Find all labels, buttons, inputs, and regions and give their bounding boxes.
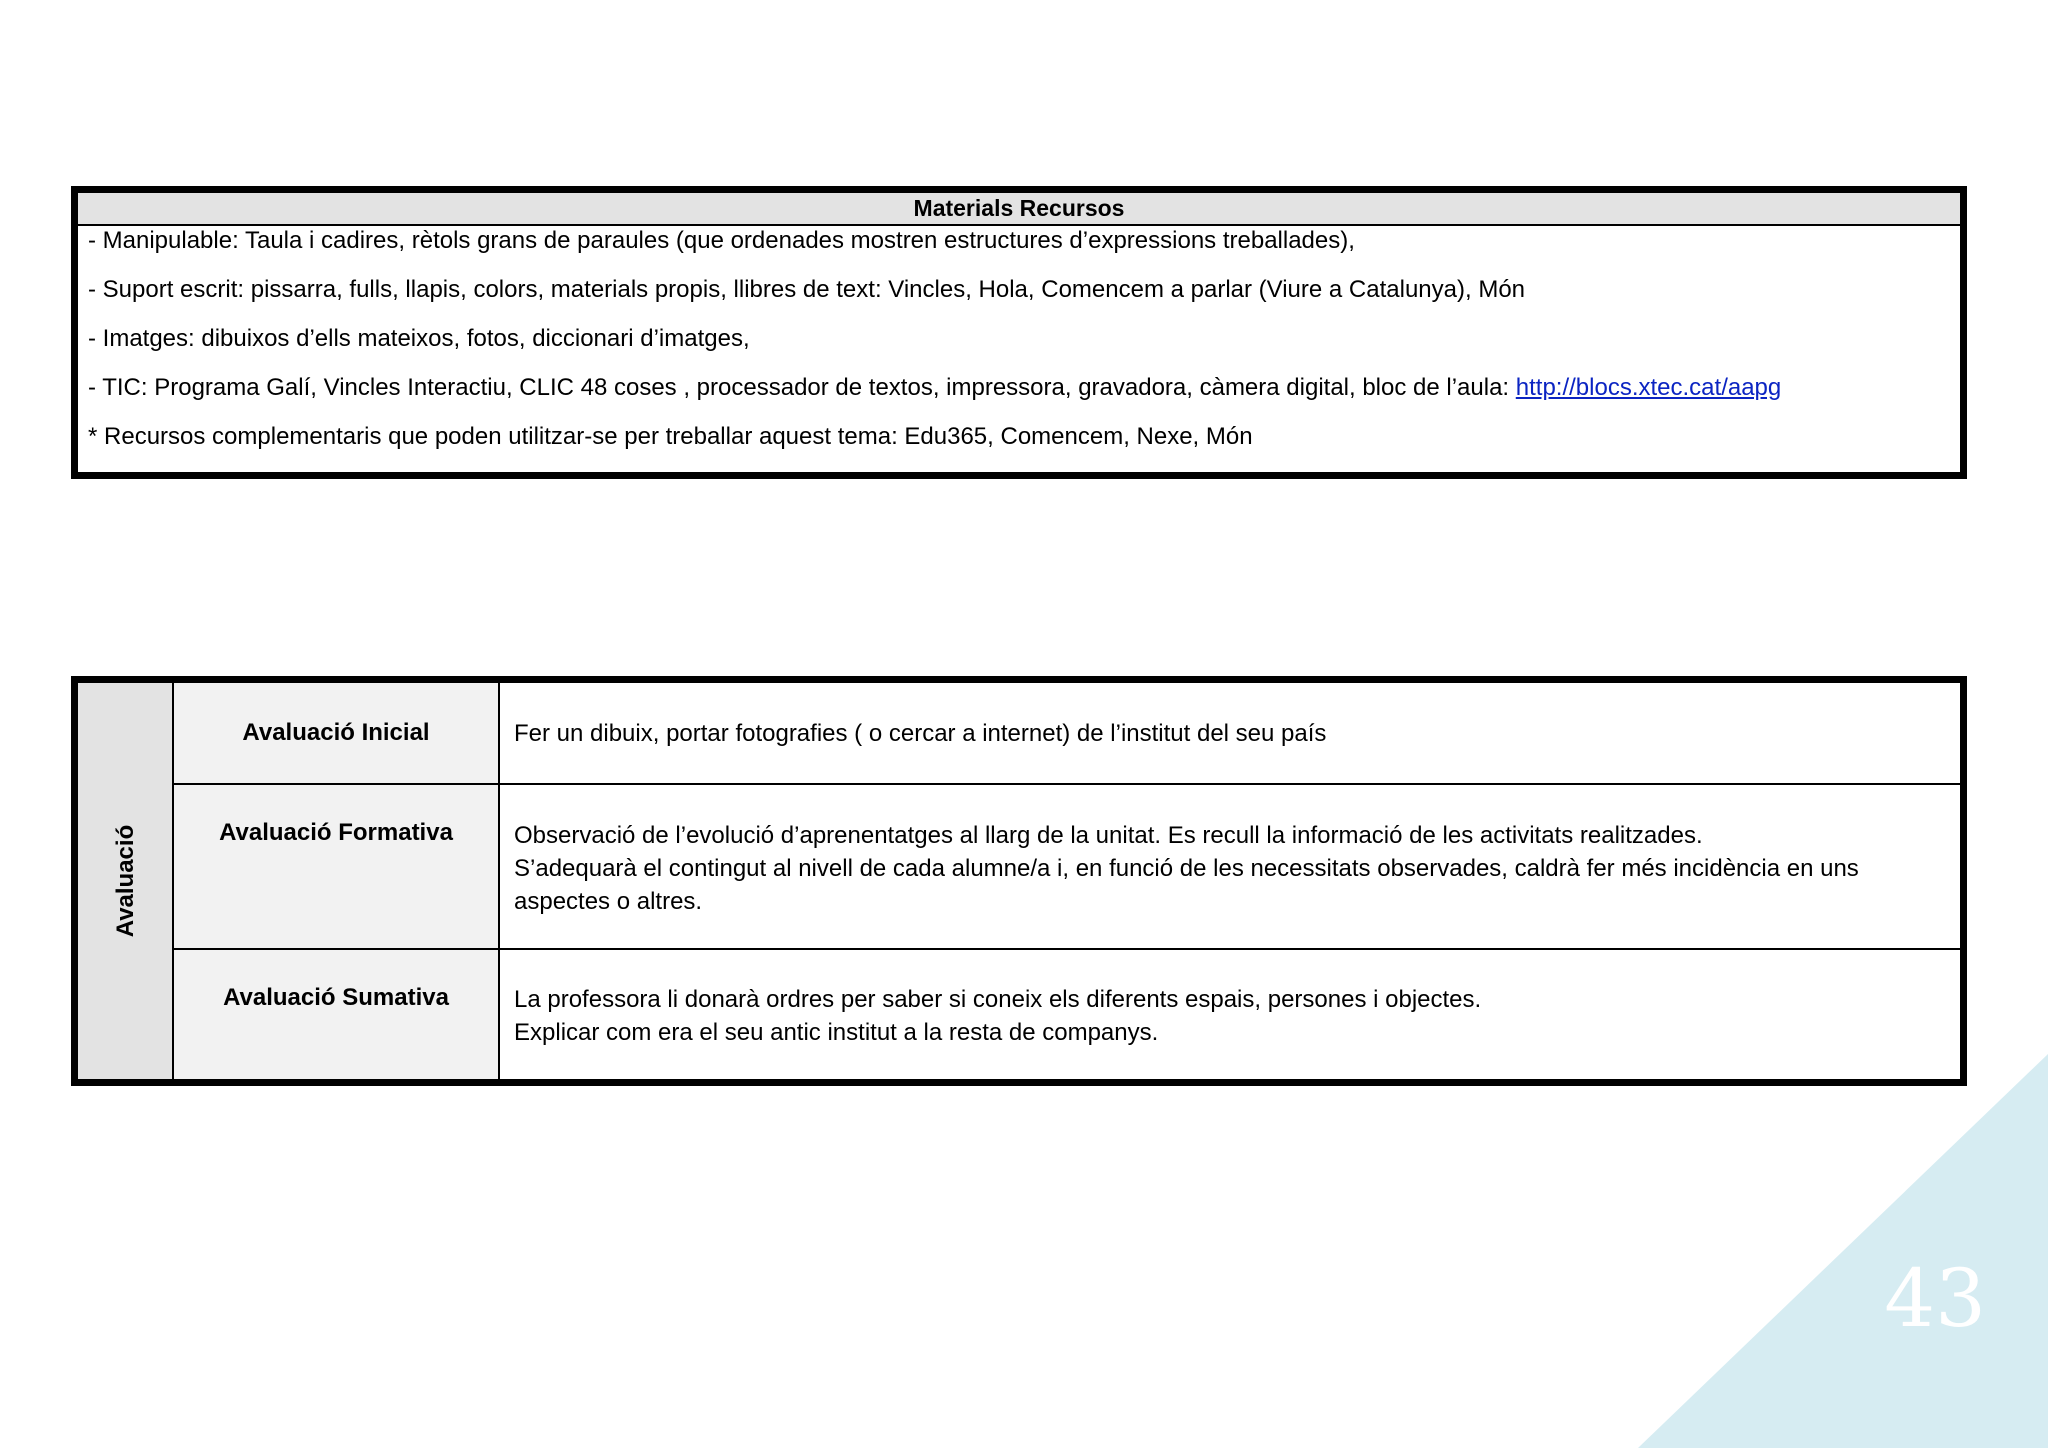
evaluation-row-initial — [174, 683, 1960, 785]
evaluation-desc-line: La professora li donarà ordres per saber si coneix els diferents espais, persones i objectes. — [514, 986, 1482, 1013]
materials-line-ict — [88, 373, 1950, 403]
evaluation-desc-line: Fer un dibuix, portar fotografies ( o cercar a internet) de l’institut del seu país — [514, 720, 1327, 747]
evaluation-table — [71, 676, 1967, 1086]
materials-line-ict-text: - TIC: Programa Galí, Vincles Interactiu, CLIC 48 coses , processador de textos, impressora, gravadora, càmera digital, bloc de l’aula: — [88, 374, 1516, 401]
evaluation-label-initial: Avaluació Inicial — [174, 683, 500, 783]
evaluation-row-formative — [174, 785, 1960, 950]
evaluation-desc-formative — [514, 819, 1900, 918]
evaluation-side-label: Avaluació — [112, 824, 139, 938]
evaluation-side-cell — [78, 683, 174, 1079]
materials-resources-body — [78, 226, 1960, 452]
evaluation-desc-summative — [514, 983, 1900, 1049]
corner-triangle-shape — [1638, 1054, 2048, 1448]
evaluation-desc-line: S’adequarà el contingut al nivell de cada alumne/a i, en funció de les necessitats observades, caldrà fer més incidència en uns aspectes o altres. — [514, 855, 1859, 915]
evaluation-desc-line: Explicar com era el seu antic institut a la resta de companys. — [514, 1019, 1159, 1046]
evaluation-desc-line: Observació de l’evolució d’aprenentatges al llarg de la unitat. Es recull la informació de les activitats realitzades. — [514, 822, 1703, 849]
page-number: 43 — [1884, 1252, 1986, 1345]
materials-line-manipulable: - Manipulable: Taula i cadires, rètols grans de paraules (que ordenades mostren estructures d’expressions treballades), — [88, 227, 1355, 254]
evaluation-rows — [174, 683, 1960, 1079]
corner-triangle-decoration — [1638, 1054, 2048, 1448]
materials-line-complementary: * Recursos complementaris que poden utilitzar-se per treballar aquest tema: Edu365, Comencem, Nexe, Món — [88, 423, 1253, 450]
evaluation-desc-initial — [514, 717, 1900, 750]
materials-resources-table — [71, 186, 1967, 479]
evaluation-label-formative: Avaluació Formativa — [174, 785, 500, 948]
materials-line-written-support: - Suport escrit: pissarra, fulls, llapis, colors, materials propis, llibres de text: Vincles, Hola, Comencem a parlar (Viure a Catalunya), Món — [88, 276, 1526, 303]
blog-link[interactable]: http://blocs.xtec.cat/aapg — [1515, 374, 1782, 401]
materials-resources-title: Materials Recursos — [78, 193, 1960, 226]
evaluation-label-summative: Avaluació Sumativa — [174, 950, 500, 1079]
materials-line-images: - Imatges: dibuixos d’ells mateixos, fotos, diccionari d’imatges, — [88, 325, 750, 352]
